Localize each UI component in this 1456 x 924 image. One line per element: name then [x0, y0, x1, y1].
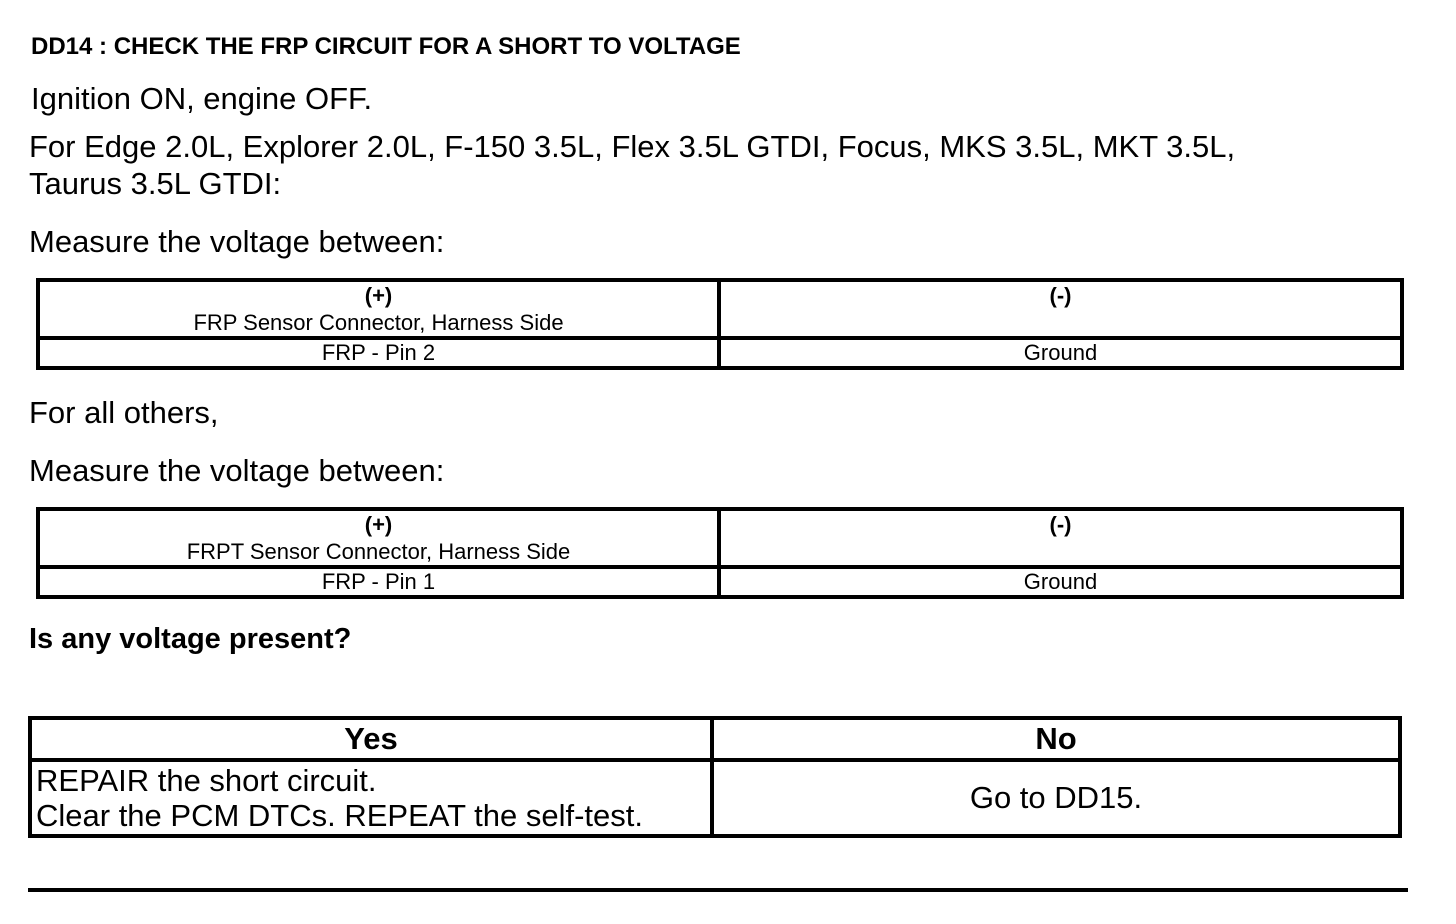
ignition-instruction: Ignition ON, engine OFF. [31, 81, 373, 116]
negative-lead-value: Ground [719, 338, 1402, 368]
measure-instruction-2: Measure the voltage between: [29, 453, 445, 488]
positive-sign: (+) [364, 283, 393, 308]
result-table [28, 716, 1402, 838]
step-heading: DD14 : CHECK THE FRP CIRCUIT FOR A SHORT TO VOLTAGE [31, 33, 741, 60]
measurement-table-1-value-row [38, 338, 1402, 368]
positive-lead-label: FRP Sensor Connector, Harness Side [193, 310, 564, 335]
measurement-table-2-header-row [38, 509, 1402, 567]
measurement-table-2-value-row [38, 567, 1402, 597]
measurement-table-2 [36, 507, 1404, 599]
vehicle-list-line-2: Taurus 3.5L GTDI: [29, 166, 282, 201]
no-action: Go to DD15. [712, 760, 1400, 836]
result-header-row [30, 718, 1400, 760]
diagnostic-question: Is any voltage present? [29, 623, 352, 655]
positive-lead-header [38, 280, 719, 338]
positive-sign: (+) [364, 512, 393, 537]
negative-lead-header [719, 280, 1402, 338]
positive-lead-header [38, 509, 719, 567]
measurement-table-1-header-row [38, 280, 1402, 338]
vehicle-list [29, 128, 1235, 202]
measurement-table-1 [36, 278, 1404, 370]
measure-instruction-1: Measure the voltage between: [29, 224, 445, 259]
positive-lead-value: FRP - Pin 2 [38, 338, 719, 368]
yes-action-line-1: REPAIR the short circuit. [36, 763, 377, 798]
negative-sign: (-) [1049, 512, 1072, 537]
negative-sign: (-) [1049, 283, 1072, 308]
yes-action [30, 760, 712, 836]
negative-lead-header [719, 509, 1402, 567]
result-action-row [30, 760, 1400, 836]
bottom-divider [28, 888, 1408, 892]
negative-lead-value: Ground [719, 567, 1402, 597]
others-instruction: For all others, [29, 395, 219, 430]
positive-lead-label: FRPT Sensor Connector, Harness Side [186, 539, 571, 564]
yes-header: Yes [30, 718, 712, 760]
yes-action-line-2: Clear the PCM DTCs. REPEAT the self-test. [36, 798, 643, 833]
positive-lead-value: FRP - Pin 1 [38, 567, 719, 597]
vehicle-list-line-1: For Edge 2.0L, Explorer 2.0L, F-150 3.5L, Flex 3.5L GTDI, Focus, MKS 3.5L, MKT 3.5L, [29, 129, 1236, 164]
no-header: No [712, 718, 1400, 760]
